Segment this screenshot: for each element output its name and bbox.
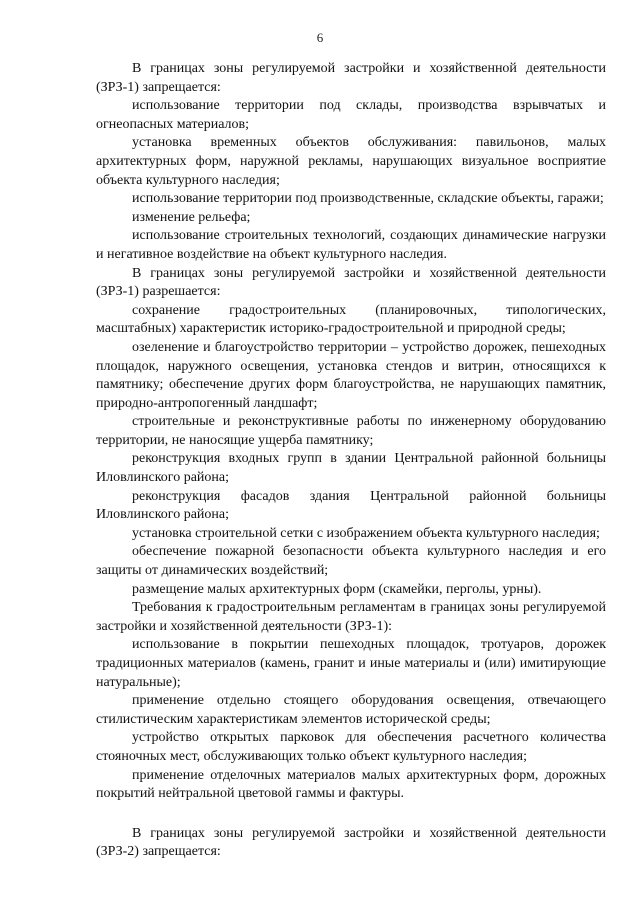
- paragraph: обеспечение пожарной безопасности объекта культурного наследия и его защиты от динамических воздействий;: [96, 544, 606, 579]
- paragraph-zrz1-requirements-intro: Требования к градостроительным регламентам в границах зоны регулируемой застройки и хозяйственной деятельности (ЗРЗ-1):: [96, 600, 606, 634]
- paragraph: использование территории под производственные, складские объекты, гаражи;: [132, 191, 604, 207]
- paragraph: строительные и реконструктивные работы по инженерному оборудованию территории, не наносящие ущерба памятнику;: [96, 414, 606, 448]
- paragraph: озеленение и благоустройство территории – устройство дорожек, пешеходных площадок, наружного освещения, установка стендов и витрин, относящихся к памятнику; обеспечение других форм благоустройства, не нарушающих памятник, природно-антропогенный ландшафт;: [96, 339, 606, 411]
- paragraph: применение отделочных материалов малых архитектурных форм, дорожных покрытий нейтральной цветовой гаммы и фактуры.: [96, 767, 606, 802]
- paragraph: применение отдельно стоящего оборудования освещения, отвечающего стилистическим характеристикам элементов исторической среды;: [96, 693, 606, 727]
- paragraph: использование в покрытии пешеходных площадок, тротуаров, дорожек традиционных материалов (камень, гранит и иные материалы и (или) имитирующие натуральные);: [96, 637, 606, 690]
- paragraph-zrz2-prohibited-intro: В границах зоны регулируемой застройки и хозяйственной деятельности (ЗРЗ-2) запрещается:: [96, 825, 606, 860]
- paragraph: использование территории под склады, производства взрывчатых и огнеопасных материалов;: [96, 98, 606, 132]
- paragraph-zrz1-allowed-intro: В границах зоны регулируемой застройки и хозяйственной деятельности (ЗРЗ-1) разрешается:: [96, 265, 606, 300]
- paragraph: установка строительной сетки с изображением объекта культурного наследия;: [132, 525, 600, 541]
- paragraph-zrz1-prohibited-intro: В границах зоны регулируемой застройки и хозяйственной деятельности (ЗРЗ-1) запрещается:: [96, 61, 606, 95]
- paragraph: изменение рельефа;: [132, 209, 251, 225]
- paragraph: сохранение градостроительных (планировочных, типологических, масштабных) характеристик историко-градостроительной и природной среды;: [96, 302, 606, 337]
- paragraph: реконструкция фасадов здания Центральной районной больницы Иловлинского района;: [96, 488, 606, 523]
- paragraph: реконструкция входных групп в здании Центральной районной больницы Иловлинского района;: [96, 451, 606, 486]
- paragraph: использование строительных технологий, создающих динамические нагрузки и негативное воздействие на объект культурного наследия.: [96, 228, 606, 262]
- page-number: 6: [316, 30, 324, 45]
- document-body: [96, 60, 606, 862]
- paragraph: устройство открытых парковок для обеспечения расчетного количества стояночных мест, обслуживающих только объект культурного наследия;: [96, 730, 606, 764]
- paragraph: установка временных объектов обслуживания: павильонов, малых архитектурных форм, наружной рекламы, нарушающих визуальное восприятие объекта культурного наследия;: [96, 135, 606, 188]
- paragraph: размещение малых архитектурных форм (скамейки, перголы, урны).: [132, 581, 542, 597]
